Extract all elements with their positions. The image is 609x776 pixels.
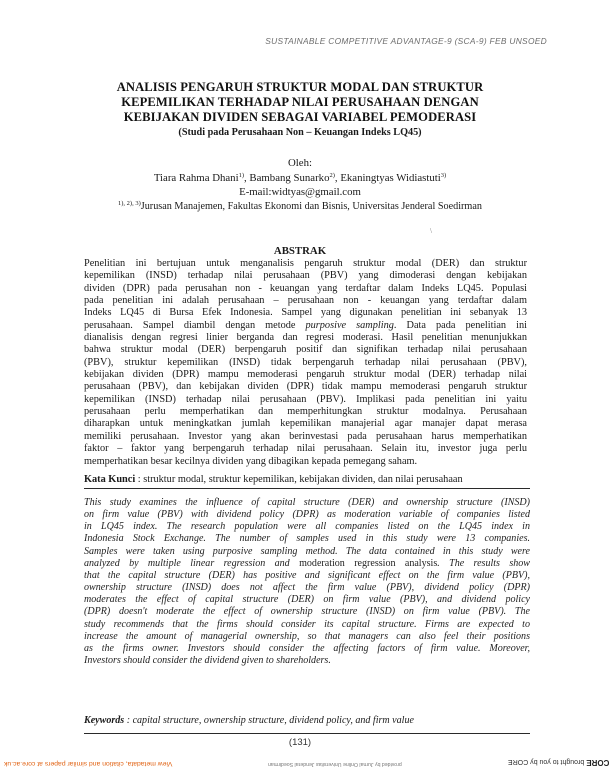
abstract-line: kepemilikan (INSD) terhadap nilai perusahaan (PBV). Implikasi pada penelitian ini yaitu (84, 393, 527, 405)
keywords-english (84, 715, 530, 727)
abstract-line: faktor – faktor yang berpengaruh terhadap nilai perusahaan. Selain itu, investor juga perlu (84, 443, 527, 455)
affiliation-text: Jurusan Manajemen, Fakultas Ekonomi dan Bisnis, Universitas Jenderal Soedirman (140, 200, 482, 212)
core-brand: CORE (586, 758, 609, 767)
core-badge[interactable] (508, 758, 609, 767)
abstract-line: on firm value (PBV) with dividend policy (DPR) as moderation variable of companies listed (84, 509, 530, 521)
divider-bottom (84, 733, 530, 734)
abstract-line: pada penelitian ini adalah perusahaan – perusahaan non - keuangan yang terdaftar dalam (84, 295, 527, 307)
abstract-line: in LQ45 index. The research population were all companies listed on the LQ45 index in (84, 521, 530, 533)
stray-mark: \ (430, 227, 432, 235)
affiliation-sup: 1), 2), 3) (118, 199, 141, 207)
abstract-line: Indonesia Stock Exchange. The number of samples used in this study were 13 companies. (84, 533, 530, 545)
abstract-line: dividen (DPR) pada perusahan non - keuangan yang terdaftar dalam Indeks LQ45. Populasi (84, 282, 527, 294)
author-email: E-mail:widtyas@gmail.com (239, 186, 361, 198)
paper-subtitle: (Studi pada Perusahaan Non – Keuangan Indeks LQ45) (178, 127, 422, 138)
provider-text: provided by Jurnal Online Universitas Jenderal Soedirman (268, 761, 402, 767)
abstract-line: perusahaan. Sampel diambil dengan metode purposive sampling. Data pada penelitian ini (84, 319, 527, 331)
abstract-line: Samples were taken using purposive sampling method. The data contained in this study were (84, 545, 530, 557)
emphasis-term: moderation regression analysis (299, 557, 438, 569)
abstract-line: dianalisis dengan regresi linier berganda dan regresi moderasi. Hasil penelitian menunjukkan (84, 332, 527, 344)
keywords-label: Keywords (84, 715, 125, 726)
page-number: (131) (288, 737, 312, 748)
author-sup: 3) (440, 171, 447, 179)
abstract-line: (DPR) doesn't moderate the effect of ownership structure (INSD) on firm value (PBV). The (84, 606, 530, 618)
keywords-indonesian (84, 474, 534, 486)
core-caption: brought to you by CORE (508, 758, 585, 765)
abstract-line: kepemilikan (INSD) terhadap nilai perusahaan (PBV) yang dimoderasi dengan kebijakan (84, 270, 527, 282)
abstract-line: Indeks LQ45 di Bursa Efek Indonesia. Sampel yang digunakan penelitian ini sebanyak 13 (84, 307, 527, 319)
abstract-line: perusahaan (PBV), dan kebijakan dividen (DPR) tidak mampu memoderasi pengaruh struktur (84, 381, 527, 393)
keywords-text: : struktur modal, struktur kepemilikan, kebijakan dividen, dan nilai perusahaan (135, 474, 463, 485)
emphasis-term: purposive sampling (305, 319, 394, 331)
author-sep: , (334, 171, 341, 184)
author-sup: 1) (238, 171, 244, 179)
divider-top (84, 488, 530, 489)
keywords-label: Kata Kunci (84, 474, 136, 485)
abstract-line: that the capital structure (DER) has positive and significant effect on the firm value (PBV), (84, 569, 530, 581)
author-name: Ekaningtyas Widiastuti (340, 171, 441, 184)
oleh-label: Oleh: (288, 157, 312, 169)
author-sup: 2) (329, 171, 335, 179)
abstract-line: study recommends that the firms should consider its capital structure. Firms are expected to (84, 618, 530, 630)
authors-block (0, 156, 600, 214)
title-line: KEBIJAKAN DIVIDEN SEBAGAI VARIABEL PEMODERASI (123, 110, 477, 124)
metadata-link[interactable]: View metadata, citation and similar papers at core.ac.uk (4, 760, 173, 767)
abstract-line: memperhatikan besar kecilnya dividen yang dibagikan kepada pemegang saham. (84, 455, 418, 467)
abstract-line: diharapkan untuk meningkatkan jumlah kepemilikan manajerial agar manajer dapat merasa (84, 418, 527, 430)
abstract-line: analyzed by multiple linear regression and moderation regression analysis. The results show (84, 557, 530, 569)
abstract-line: moderates the effect of capital structure (DER) on firm value (PBV), and dividend policy (84, 594, 530, 606)
abstract-line: Investors should consider the dividend given to shareholders. (84, 655, 331, 667)
title-line: ANALISIS PENGARUH STRUKTUR MODAL DAN STRUKTUR (116, 80, 484, 94)
author-sep: , (244, 171, 250, 184)
author-name: Tiara Rahma Dhani (153, 171, 239, 184)
abstract-line: memiliki perusahaan. Investor yang akan berinvestasi pada perusahaan harus memperhatikan (84, 430, 527, 442)
abstract-indonesian (84, 258, 527, 468)
running-header: SUSTAINABLE COMPETITIVE ADVANTAGE-9 (SCA-9) FEB UNSOED (265, 36, 547, 46)
abstract-line: Penelitian ini bertujuan untuk menganalisis pengaruh struktur modal (DER) dan struktur (84, 258, 527, 269)
abstract-line: This study examines the influence of capital structure (DER) and ownership structure (INSD) (84, 497, 530, 508)
abstract-line: kebijakan dividen (DPR) mampu memoderasi pengaruh struktur modal (DER) terhadap nilai (84, 369, 527, 381)
abstract-line: perusahaan perlu memperhatikan dan memperhitungkan struktur modalnya. Perusahaan (84, 406, 527, 418)
abstract-line: (PBV), struktur kepemilikan (INSD) tidak berpengaruh terhadap nilai perusahaan (PBV), (84, 356, 527, 368)
abstract-line: increase the amount of managerial ownership, so that managers can also feel their positions (84, 630, 530, 642)
abstract-heading: ABSTRAK (273, 245, 327, 257)
author-name: Bambang Sunarko (249, 171, 330, 184)
keywords-text: : capital structure, ownership structure, dividend policy, and firm value (124, 715, 414, 726)
paper-title (0, 80, 600, 140)
footer-strip (0, 752, 609, 776)
abstract-line: as the firms owner. Investors should consider the affecting factors of firm value. Moreover, (84, 642, 530, 654)
title-line: KEPEMILIKAN TERHADAP NILAI PERUSAHAAN DENGAN (121, 95, 479, 109)
author-names (0, 171, 600, 186)
abstract-english (84, 497, 530, 667)
affiliation (0, 200, 600, 215)
abstract-line: ownership structure (INSD) does not affect the firm value (PBV), dividend policy (DPR) (84, 582, 530, 594)
abstract-line: bahwa struktur modal (DER) berpengaruh positif dan signifikan terhadap nilai perusahaan (84, 344, 527, 356)
